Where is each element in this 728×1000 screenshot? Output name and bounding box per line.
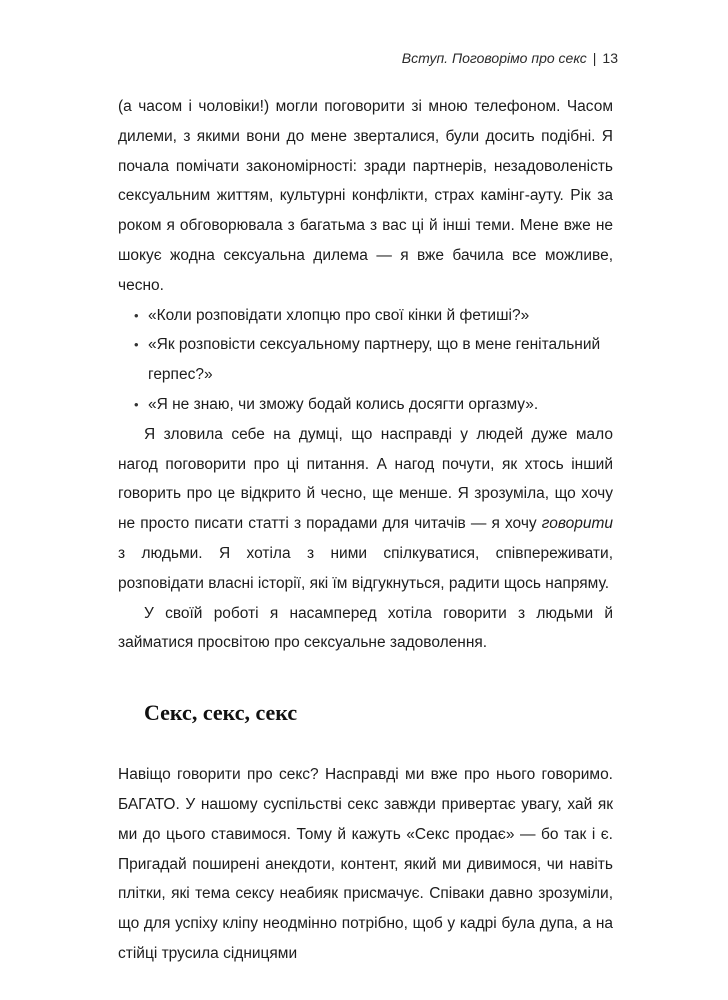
paragraph-2-part-2: з людьми. Я хотіла з ними спілкуватися, співпереживати, розповідати власні історії, які їм відгукнуться, радити щось напряму. bbox=[118, 544, 613, 592]
paragraph-1: (а часом і чоловіки!) могли поговорити зі мною телефоном. Часом дилеми, з якими вони до мене зверталися, були досить подібні. Я почала помічати закономірності: зради партнерів, незадоволеність сексуальним життям, культурні конфлікти, страх камінг-ауту. Рік за роком я обговорювала з багатьма з вас ці й інші теми. Мене вже не шокує жодна сексуальна дилема — я вже бачила все можливе, чесно. bbox=[118, 98, 613, 294]
paragraph-2 bbox=[118, 420, 613, 599]
list-item bbox=[118, 330, 613, 390]
paragraph-2-part-1: Я зловила себе на думці, що насправді у людей дуже мало нагод поговорити про ці питання. А нагод почути, як хтось інший говорить про це відкрито й чесно, ще менше. Я зрозуміла, що хочу не просто писати статті з порадами для читачів — я хочу bbox=[118, 425, 613, 533]
emphasis-text: говорити bbox=[541, 515, 613, 533]
page-number: 13 bbox=[602, 50, 618, 66]
running-head-title: Вступ. Поговорімо про секс bbox=[401, 50, 587, 66]
paragraph-3: У своїй роботі я насамперед хотіла говорити з людьми й займатися просвітою про сексуальне задоволення. bbox=[118, 604, 613, 652]
list-item-text: «Як розповісти сексуальному партнеру, що в мене генітальний герпес?» bbox=[148, 336, 601, 384]
section-heading: Секс, секс, секс bbox=[144, 700, 298, 726]
list-item-text: «Я не знаю, чи зможу бодай колись досягти оргазму». bbox=[148, 395, 539, 413]
list-item-text: «Коли розповідати хлопцю про свої кінки й фетиші?» bbox=[148, 306, 530, 324]
bullet-icon: • bbox=[134, 396, 139, 412]
running-head bbox=[402, 50, 618, 66]
running-head-separator: | bbox=[592, 50, 597, 66]
bullet-list bbox=[118, 301, 613, 420]
paragraph-4: Навіщо говорити про секс? Насправді ми вже про нього говоримо. БАГАТО. У нашому суспільстві секс завжди привертає увагу, хай як ми до цього ставимося. Тому й кажуть «Секс продає» — бо так і є. Пригадай поширені анекдоти, контент, який ми дивимося, чи навіть плітки, які тема сексу неабияк присмачує. Співаки давно зрозуміли, що для успіху кліпу неодмінно потрібно, щоб у кадрі була дупа, а на стійці трусила сідницями bbox=[118, 766, 613, 962]
bullet-icon: • bbox=[134, 337, 139, 353]
list-item bbox=[118, 301, 613, 331]
list-item bbox=[118, 390, 613, 420]
page-body bbox=[118, 92, 613, 969]
bullet-icon: • bbox=[134, 307, 139, 323]
